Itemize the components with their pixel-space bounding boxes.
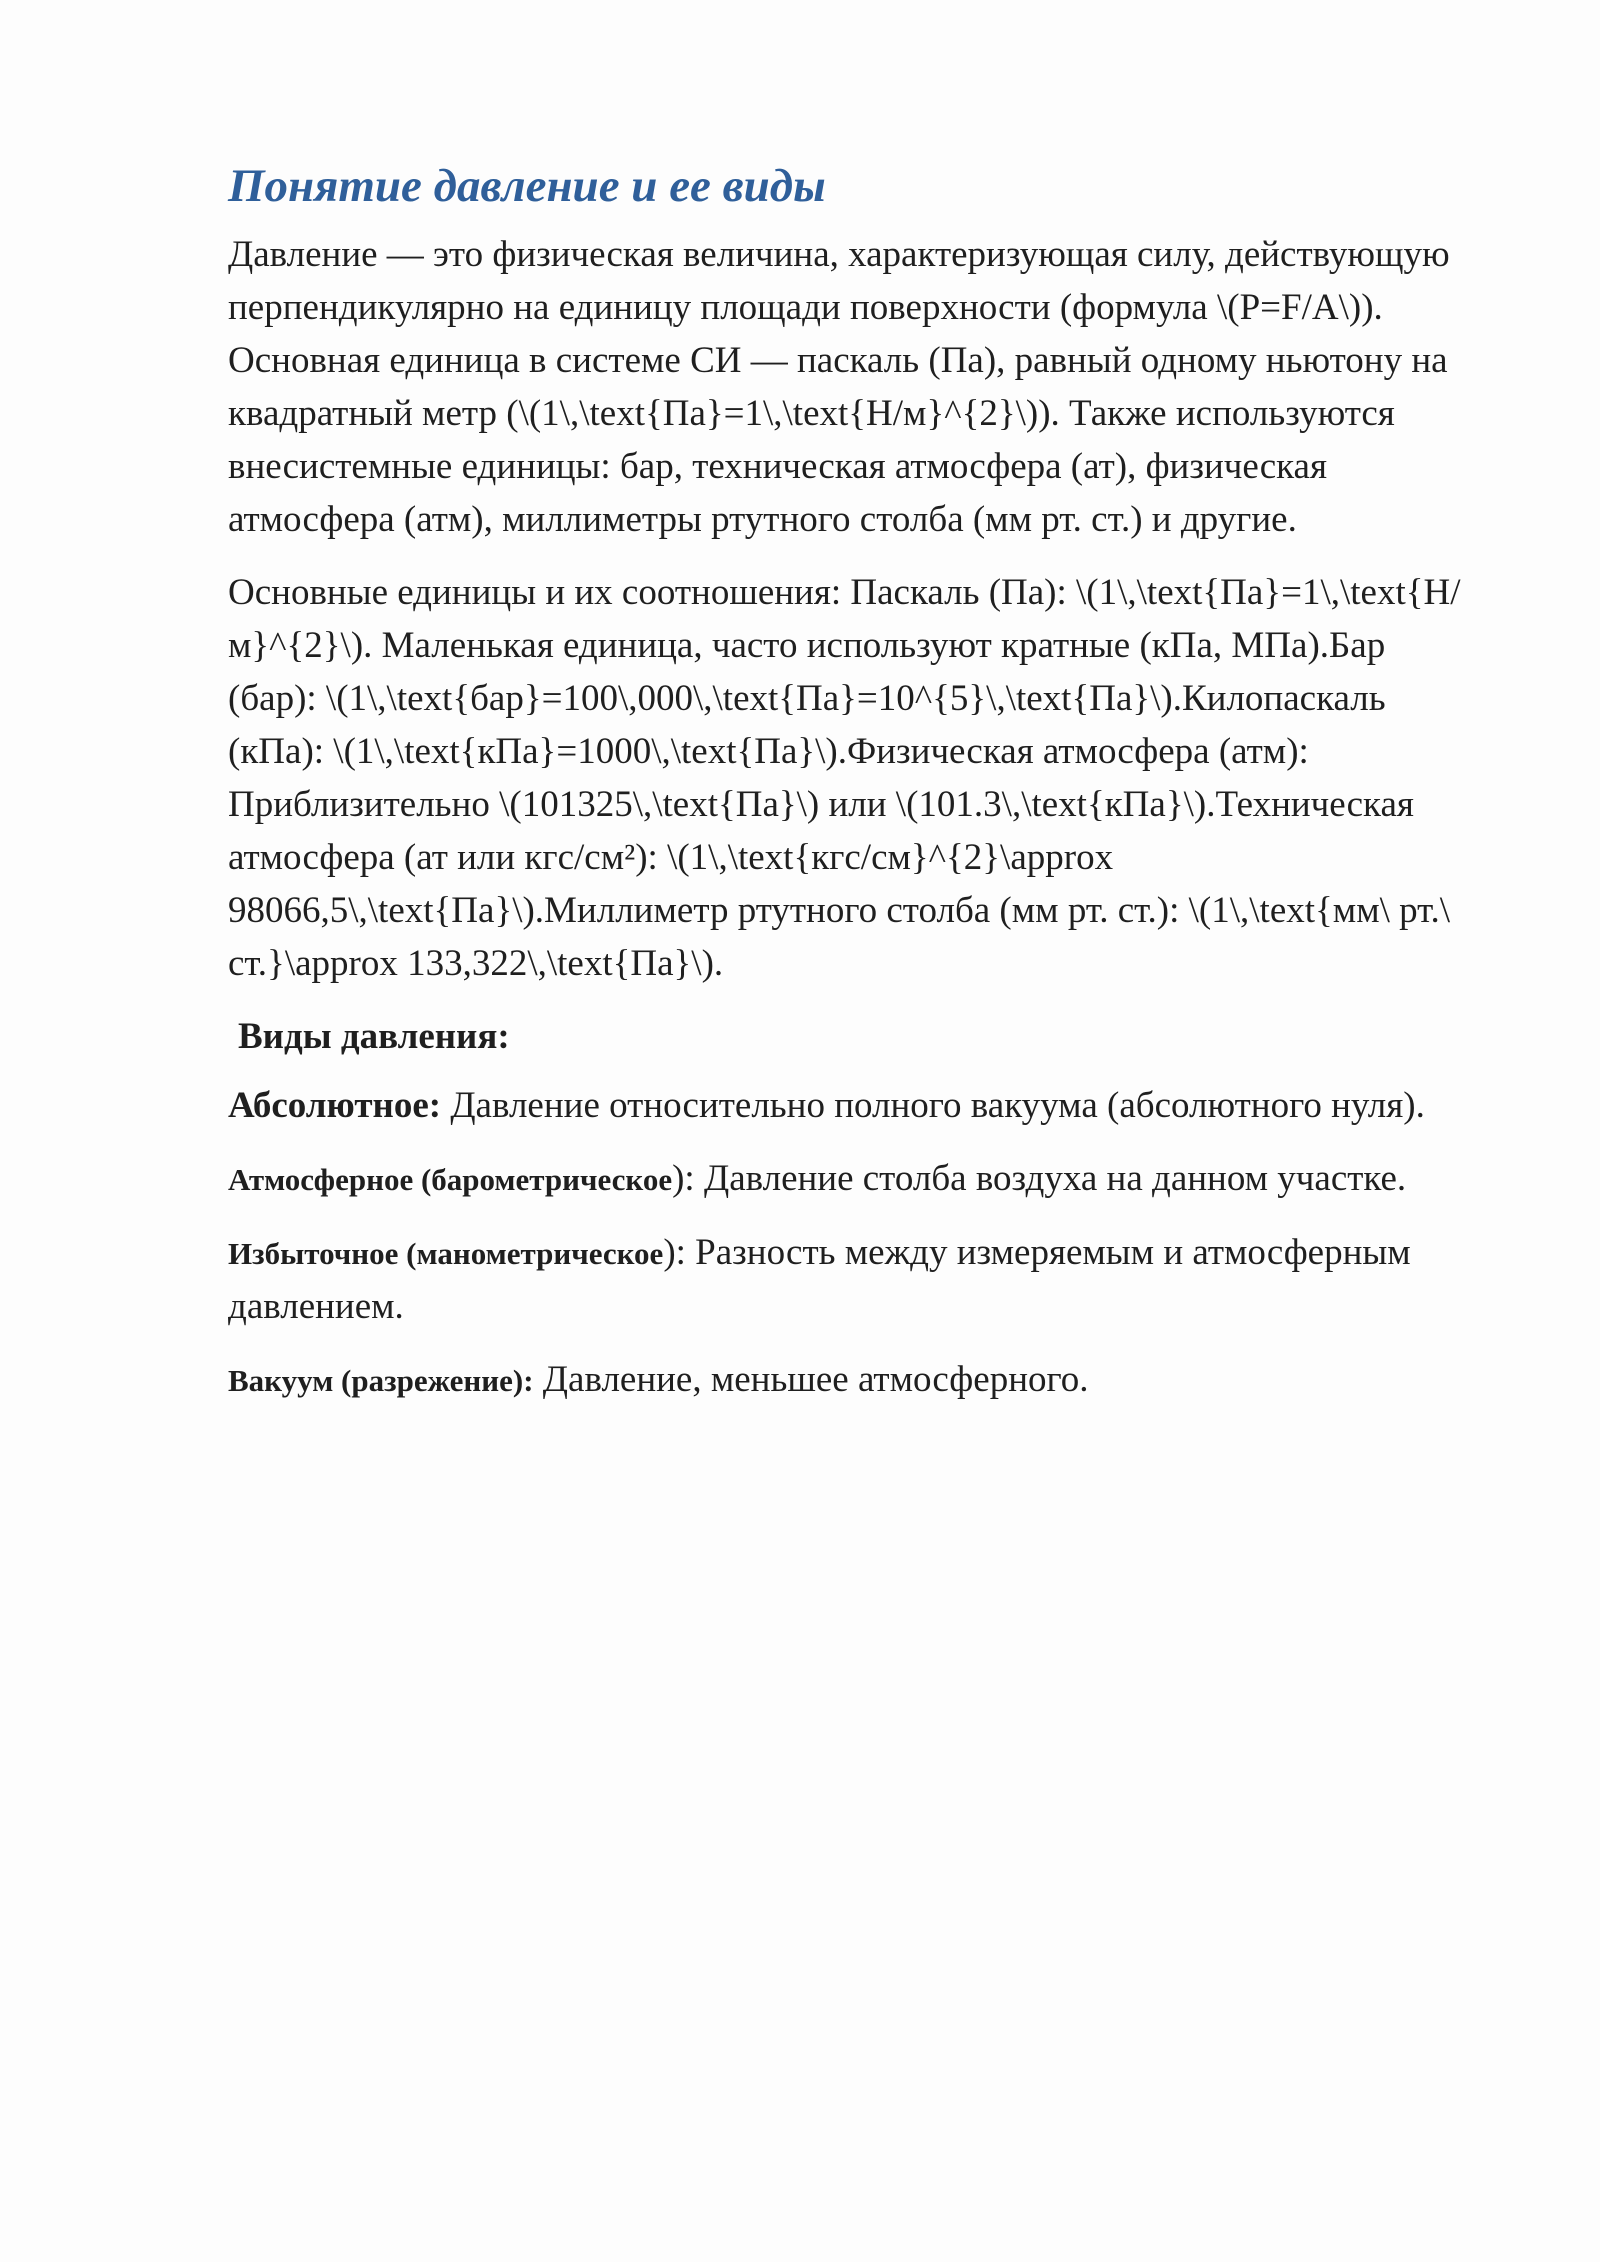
type-text: Давление, меньшее атмосферного. (533, 1359, 1089, 1400)
type-label: Вакуум (разрежение): (228, 1363, 534, 1398)
type-text: Давление относительно полного вакуума (абсолютного нуля). (441, 1085, 1425, 1126)
type-text: ): Разность между измеряемым и атмосферным давлением. (228, 1232, 1411, 1327)
document-content (228, 150, 1468, 1427)
document-title: Понятие давление и ее виды (228, 160, 826, 212)
type-item-atmospheric (228, 1152, 1468, 1206)
type-item-gauge (228, 1226, 1468, 1333)
type-label: Атмосферное (барометрическое (228, 1162, 673, 1197)
type-item-vacuum (228, 1353, 1468, 1407)
paragraph-definition: Давление — это физическая величина, характеризующая силу, действующую перпендикулярно на единицу площади поверхности (формула \(P=F/A\)). Основная единица в системе СИ — паскаль (Па), равный одному ньютону на квадратный метр (\(1\,\text{Па}=1\,\text{Н/м}^{2}\)). Также используются внесистемные единицы: бар, техническая атмосфера (ат), физическая атмосфера (атм), миллиметры ртутного столба (мм рт. ст.) и другие. (228, 234, 1450, 540)
type-text: ): Давление столба воздуха на данном участке. (672, 1158, 1407, 1199)
types-heading: Виды давления: (238, 1016, 510, 1057)
paragraph-units: Основные единицы и их соотношения: Паскаль (Па): \(1\,\text{Па}=1\,\text{Н/м}^{2}\). Маленькая единица, часто используют кратные (кПа, МПа).Бар (бар): \(1\,\text{бар}=100\,000\,\text{Па}=10^{5}\,\text{Па}\).Килопаскаль (кПа): \(1\,\text{кПа}=1000\,\text{Па}\).Физическая атмосфера (атм): Приблизительно \(101325\,\text{Па}\) или \(101.3\,\text{кПа}\).Техническая атмосфера (ат или кгс/см²): \(1\,\text{кгс/см}^{2}\approx 98066,5\,\text{Па}\).Миллиметр ртутного столба (мм рт. ст.): \(1\,\text{мм\ рт.\ ст.}\approx 133,322\,\text{Па}\). (228, 572, 1461, 984)
type-item-absolute (228, 1079, 1468, 1132)
type-label: Абсолютное: (228, 1085, 442, 1126)
type-label: Избыточное (манометрическое (228, 1236, 664, 1271)
